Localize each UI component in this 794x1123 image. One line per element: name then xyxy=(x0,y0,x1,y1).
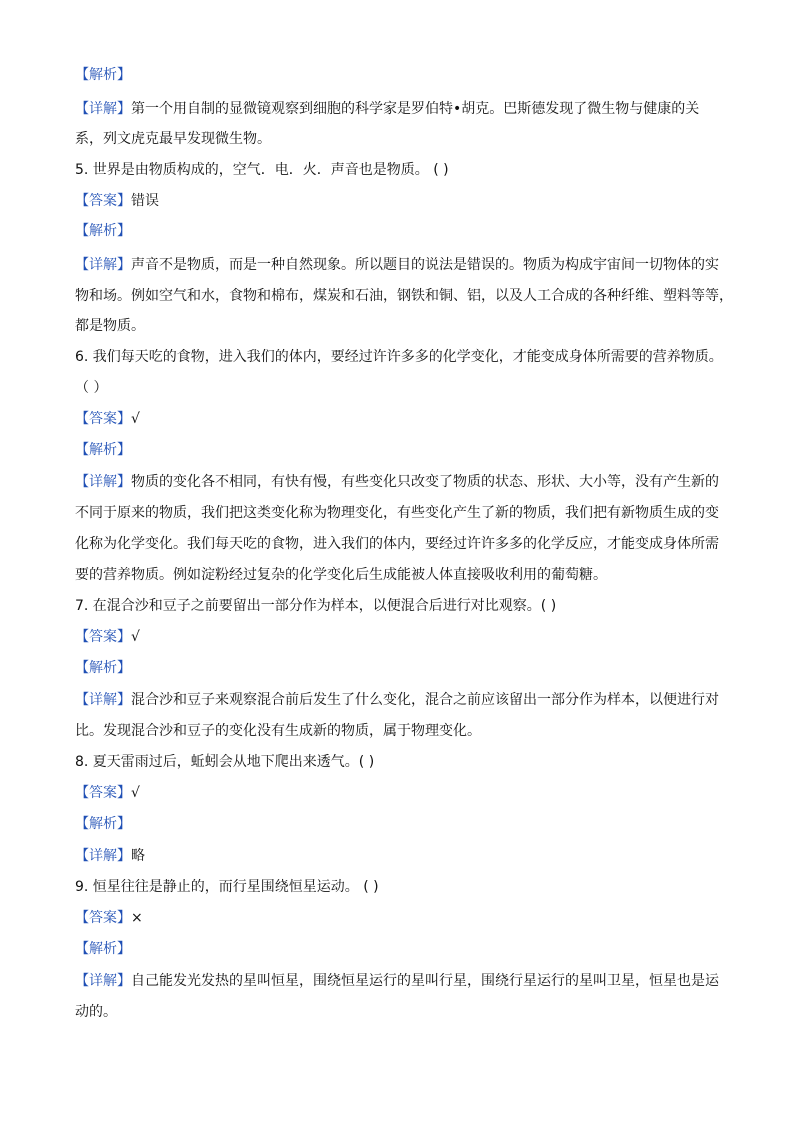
detail-label: 【详解】 xyxy=(75,848,131,864)
q9-detail-line2: 动的。 xyxy=(75,1004,117,1020)
q6-detail-line1 xyxy=(75,473,719,491)
q6-analysis xyxy=(75,441,131,459)
q8-answer-value: √ xyxy=(131,785,140,801)
q4-detail-line2: 系，列文虎克最早发现微生物。 xyxy=(75,131,271,147)
q6-detail-line2: 不同于原来的物质，我们把这类变化称为物理变化，有些变化产生了新的物质，我们把有新物质生成的变 xyxy=(75,505,719,521)
answer-label: 【答案】 xyxy=(75,411,131,427)
q4-detail-line1 xyxy=(75,100,699,118)
detail-label: 【详解】 xyxy=(75,973,131,989)
answer-label: 【答案】 xyxy=(75,193,131,209)
q9-answer xyxy=(75,909,143,927)
q6-detail-line4: 要的营养物质。例如淀粉经过复杂的化学变化后生成能被人体直接吸收利用的葡萄糖。 xyxy=(75,567,607,583)
q5-detail-line2: 物和场。例如空气和水，食物和棉布，煤炭和石油，钢铁和铜、铝，以及人工合成的各种纤维、塑料等等， xyxy=(75,288,733,304)
q7-analysis xyxy=(75,659,131,677)
q5-detail-line1 xyxy=(75,256,719,274)
q8-question: 8. 夏天雷雨过后，蚯蚓会从地下爬出来透气。( ) xyxy=(75,754,375,770)
q7-detail-text1: 混合沙和豆子来观察混合前后发生了什么变化，混合之前应该留出一部分作为样本，以便进行对 xyxy=(131,692,719,708)
q6-detail-text1: 物质的变化各不相同，有快有慢，有些变化只改变了物质的状态、形状、大小等，没有产生新的 xyxy=(131,474,719,490)
detail-label: 【详解】 xyxy=(75,474,131,490)
q5-question: 5. 世界是由物质构成的，空气．电．火．声音也是物质。 ( ) xyxy=(75,162,449,178)
q5-detail-line3: 都是物质。 xyxy=(75,318,145,334)
analysis-label: 【解析】 xyxy=(75,660,131,676)
answer-label: 【答案】 xyxy=(75,785,131,801)
q6-question-line2: （ ） xyxy=(75,380,108,396)
q7-answer xyxy=(75,628,140,646)
detail-label: 【详解】 xyxy=(75,101,131,117)
q6-answer-value: √ xyxy=(131,411,140,427)
q7-question: 7. 在混合沙和豆子之前要留出一部分作为样本，以便混合后进行对比观察。( ) xyxy=(75,598,557,614)
analysis-label: 【解析】 xyxy=(75,941,131,957)
detail-label: 【详解】 xyxy=(75,257,131,273)
q5-detail-text1: 声音不是物质，而是一种自然现象。所以题目的说法是错误的。物质为构成宇宙间一切物体的实 xyxy=(131,257,719,273)
q9-detail-line1 xyxy=(75,972,719,990)
q6-question-line1: 6. 我们每天吃的食物，进入我们的体内，要经过许许多多的化学变化，才能变成身体所需要的营养物质。 xyxy=(75,349,723,365)
q9-answer-value: × xyxy=(131,910,143,926)
q9-analysis xyxy=(75,940,131,958)
analysis-label: 【解析】 xyxy=(75,67,131,83)
analysis-label: 【解析】 xyxy=(75,442,131,458)
q5-analysis xyxy=(75,222,131,240)
analysis-label: 【解析】 xyxy=(75,816,131,832)
q9-question: 9. 恒星往往是静止的，而行星围绕恒星运动。 ( ) xyxy=(75,879,379,895)
q8-detail xyxy=(75,847,145,865)
analysis-label: 【解析】 xyxy=(75,223,131,239)
q9-detail-text1: 自己能发光发热的星叫恒星，围绕恒星运行的星叫行星，围绕行星运行的星叫卫星，恒星也是运 xyxy=(131,973,719,989)
detail-label: 【详解】 xyxy=(75,692,131,708)
q4-detail-text1: 第一个用自制的显微镜观察到细胞的科学家是罗伯特•胡克。巴斯德发现了微生物与健康的关 xyxy=(131,101,700,117)
q8-detail-text: 略 xyxy=(131,848,145,864)
answer-label: 【答案】 xyxy=(75,910,131,926)
q4-analysis xyxy=(75,66,131,84)
q7-detail-line1 xyxy=(75,691,719,709)
q8-answer xyxy=(75,784,140,802)
q5-answer-value: 错误 xyxy=(131,193,159,209)
q6-detail-line3: 化称为化学变化。我们每天吃的食物，进入我们的体内，要经过许许多多的化学反应，才能变成身体所需 xyxy=(75,536,719,552)
q8-analysis xyxy=(75,815,131,833)
answer-label: 【答案】 xyxy=(75,629,131,645)
q7-detail-line2: 比。发现混合沙和豆子的变化没有生成新的物质，属于物理变化。 xyxy=(75,723,481,739)
q6-answer xyxy=(75,410,140,428)
q7-answer-value: √ xyxy=(131,629,140,645)
q5-answer xyxy=(75,192,159,210)
